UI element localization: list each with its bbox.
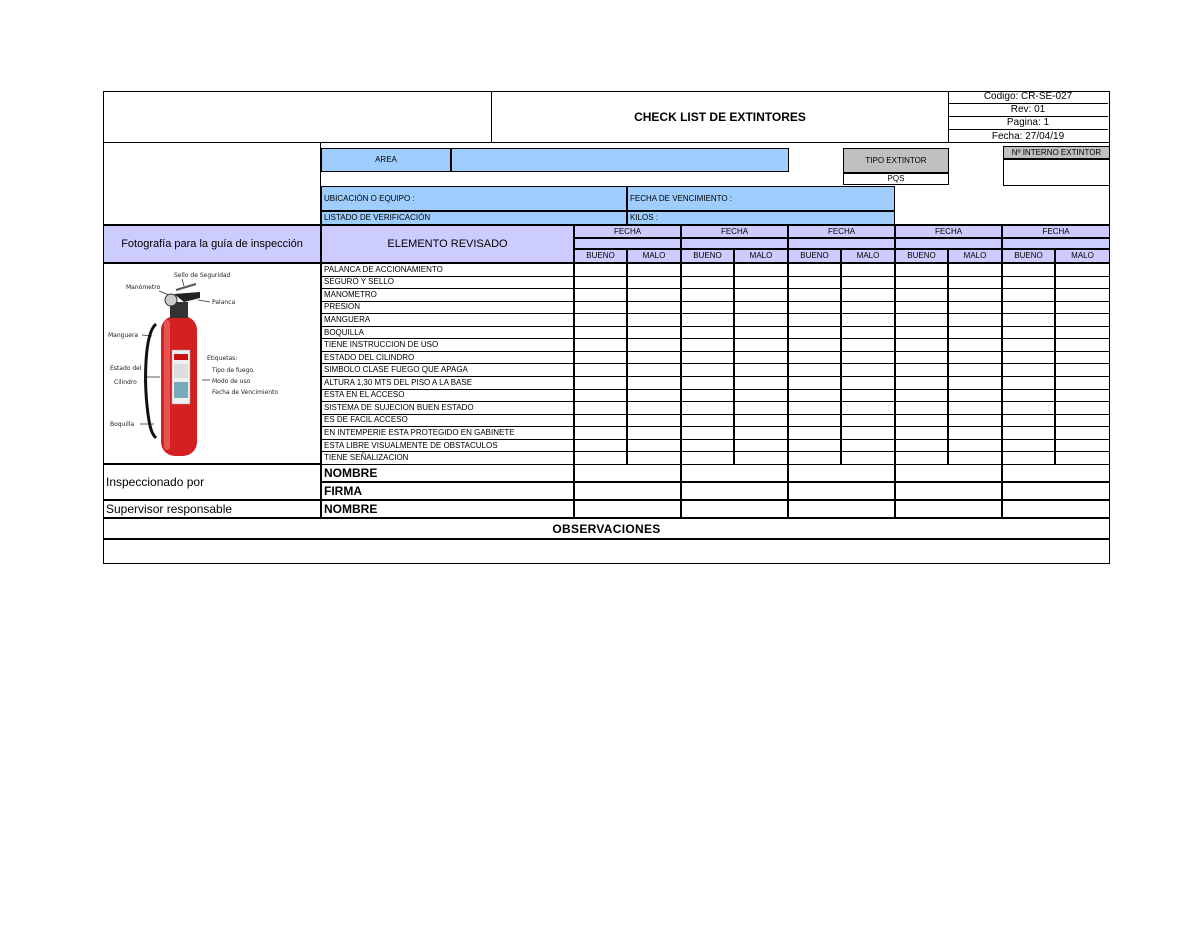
check-cell-bueno[interactable]: [895, 389, 948, 403]
check-cell-malo[interactable]: [734, 389, 788, 403]
check-cell-bueno[interactable]: [788, 301, 841, 315]
label-manometro: Manómetro: [126, 284, 161, 291]
check-cell-bueno[interactable]: [788, 263, 841, 277]
fecha-input-4[interactable]: [895, 238, 1002, 249]
signature-cell[interactable]: [895, 464, 1002, 482]
check-cell-bueno[interactable]: [681, 414, 734, 428]
signature-cell[interactable]: [574, 500, 681, 518]
label-fecha-venc: Fecha de Vencimiento: [212, 389, 279, 396]
signature-cell[interactable]: [1002, 464, 1110, 482]
check-cell-malo[interactable]: [734, 451, 788, 465]
check-cell-malo[interactable]: [734, 401, 788, 415]
check-cell-bueno[interactable]: [681, 439, 734, 453]
check-cell-malo[interactable]: [1055, 288, 1110, 302]
check-cell-bueno[interactable]: [574, 426, 627, 440]
check-cell-bueno[interactable]: [1002, 276, 1055, 290]
label-modo-uso: Modo de uso: [212, 378, 251, 385]
check-cell-malo[interactable]: [1055, 426, 1110, 440]
check-cell-bueno[interactable]: [895, 426, 948, 440]
signature-cell[interactable]: [681, 464, 788, 482]
check-cell-malo[interactable]: [1055, 263, 1110, 277]
check-cell-bueno[interactable]: [1002, 426, 1055, 440]
check-cell-malo[interactable]: [948, 351, 1002, 365]
check-cell-malo[interactable]: [734, 313, 788, 327]
check-cell-malo[interactable]: [841, 389, 895, 403]
check-cell-malo[interactable]: [734, 326, 788, 340]
check-cell-bueno[interactable]: [681, 401, 734, 415]
signature-cell[interactable]: [574, 482, 681, 500]
check-cell-malo[interactable]: [841, 426, 895, 440]
check-cell-malo[interactable]: [948, 263, 1002, 277]
check-cell-malo[interactable]: [841, 401, 895, 415]
check-cell-bueno[interactable]: [895, 326, 948, 340]
check-cell-bueno[interactable]: [681, 276, 734, 290]
element-header: ELEMENTO REVISADO: [321, 225, 574, 263]
check-cell-malo[interactable]: [1055, 326, 1110, 340]
item-label: EN INTEMPERIE ESTA PROTEGIDO EN GABINETE: [321, 426, 574, 440]
malo-header-1: MALO: [627, 249, 681, 263]
check-cell-bueno[interactable]: [788, 389, 841, 403]
fecha-header-2: FECHA: [681, 225, 788, 238]
kilos-field[interactable]: KILOS :: [627, 211, 895, 225]
check-cell-bueno[interactable]: [1002, 326, 1055, 340]
check-cell-malo[interactable]: [948, 313, 1002, 327]
check-cell-bueno[interactable]: [681, 351, 734, 365]
check-cell-malo[interactable]: [627, 301, 681, 315]
check-cell-malo[interactable]: [948, 376, 1002, 390]
check-cell-bueno[interactable]: [574, 414, 627, 428]
supervisor-label: Supervisor responsable: [103, 500, 321, 518]
check-cell-malo[interactable]: [734, 301, 788, 315]
check-cell-bueno[interactable]: [895, 351, 948, 365]
label-tipo-fuego: Tipo de fuego.: [212, 367, 255, 374]
check-cell-malo[interactable]: [734, 426, 788, 440]
check-cell-bueno[interactable]: [574, 263, 627, 277]
check-cell-malo[interactable]: [627, 338, 681, 352]
check-cell-bueno[interactable]: [895, 313, 948, 327]
check-cell-malo[interactable]: [627, 389, 681, 403]
page-title: CHECK LIST DE EXTINTORES: [491, 91, 949, 143]
check-cell-bueno[interactable]: [895, 414, 948, 428]
check-cell-malo[interactable]: [1055, 363, 1110, 377]
extinguisher-diagram: [104, 264, 320, 463]
check-cell-bueno[interactable]: [788, 451, 841, 465]
fecha-header-5: FECHA: [1002, 225, 1110, 238]
label-manguera: Manguera: [108, 332, 139, 339]
check-cell-bueno[interactable]: [574, 363, 627, 377]
check-cell-bueno[interactable]: [681, 376, 734, 390]
check-cell-bueno[interactable]: [1002, 363, 1055, 377]
check-cell-bueno[interactable]: [895, 376, 948, 390]
item-label: MANGUERA: [321, 313, 574, 327]
supervisor-nombre-label: NOMBRE: [321, 500, 574, 518]
check-cell-bueno[interactable]: [574, 301, 627, 315]
signature-cell[interactable]: [895, 482, 1002, 500]
check-cell-bueno[interactable]: [788, 351, 841, 365]
check-cell-malo[interactable]: [841, 301, 895, 315]
item-label: ES DE FACIL ACCESO: [321, 414, 574, 428]
signature-cell[interactable]: [895, 500, 1002, 518]
bueno-header-2: BUENO: [681, 249, 734, 263]
item-label: SIMBOLO CLASE FUEGO QUE APAGA: [321, 363, 574, 377]
item-label: ESTADO DEL CILINDRO: [321, 351, 574, 365]
check-cell-bueno[interactable]: [788, 363, 841, 377]
check-cell-bueno[interactable]: [574, 288, 627, 302]
check-cell-malo[interactable]: [948, 363, 1002, 377]
check-cell-bueno[interactable]: [1002, 401, 1055, 415]
check-cell-malo[interactable]: [841, 288, 895, 302]
signature-cell[interactable]: [1002, 500, 1110, 518]
check-cell-malo[interactable]: [1055, 276, 1110, 290]
check-cell-bueno[interactable]: [681, 313, 734, 327]
check-cell-malo[interactable]: [841, 363, 895, 377]
item-label: ESTA LIBRE VISUALMENTE DE OBSTACULOS: [321, 439, 574, 453]
label-palanca: Palanca: [212, 299, 236, 306]
item-label: BOQUILLA: [321, 326, 574, 340]
check-cell-bueno[interactable]: [681, 263, 734, 277]
check-cell-bueno[interactable]: [1002, 389, 1055, 403]
check-cell-malo[interactable]: [841, 313, 895, 327]
check-cell-malo[interactable]: [841, 439, 895, 453]
check-cell-malo[interactable]: [948, 401, 1002, 415]
check-cell-malo[interactable]: [841, 276, 895, 290]
firma-label: FIRMA: [321, 482, 574, 500]
photo-cell: [103, 263, 321, 464]
malo-header-2: MALO: [734, 249, 788, 263]
signature-cell[interactable]: [788, 464, 895, 482]
check-cell-malo[interactable]: [627, 414, 681, 428]
check-cell-bueno[interactable]: [1002, 414, 1055, 428]
check-cell-bueno[interactable]: [788, 326, 841, 340]
tipo-extintor-label: TIPO EXTINTOR: [843, 148, 949, 173]
check-cell-bueno[interactable]: [681, 288, 734, 302]
tipo-extintor-value[interactable]: PQS: [843, 173, 949, 185]
check-cell-bueno[interactable]: [788, 414, 841, 428]
item-label: ALTURA 1,30 MTS DEL PISO A LA BASE: [321, 376, 574, 390]
check-cell-malo[interactable]: [948, 451, 1002, 465]
check-cell-bueno[interactable]: [681, 426, 734, 440]
check-cell-bueno[interactable]: [788, 276, 841, 290]
check-cell-malo[interactable]: [627, 313, 681, 327]
check-cell-malo[interactable]: [627, 376, 681, 390]
malo-header-3: MALO: [841, 249, 895, 263]
check-cell-bueno[interactable]: [574, 451, 627, 465]
check-cell-malo[interactable]: [734, 288, 788, 302]
item-label: TIENE INSTRUCCION DE USO: [321, 338, 574, 352]
fecha-input-3[interactable]: [788, 238, 895, 249]
check-cell-bueno[interactable]: [574, 313, 627, 327]
check-cell-malo[interactable]: [627, 351, 681, 365]
check-cell-bueno[interactable]: [895, 451, 948, 465]
fecha-input-1[interactable]: [574, 238, 681, 249]
check-cell-malo[interactable]: [841, 351, 895, 365]
check-cell-bueno[interactable]: [1002, 376, 1055, 390]
check-cell-malo[interactable]: [948, 389, 1002, 403]
fecha-vencimiento-field[interactable]: FECHA DE VENCIMIENTO :: [627, 186, 895, 211]
bueno-header-1: BUENO: [574, 249, 627, 263]
check-cell-malo[interactable]: [841, 376, 895, 390]
check-cell-malo[interactable]: [1055, 439, 1110, 453]
check-cell-bueno[interactable]: [681, 363, 734, 377]
check-cell-bueno[interactable]: [788, 376, 841, 390]
check-cell-malo[interactable]: [948, 338, 1002, 352]
observaciones-field[interactable]: [103, 539, 1110, 564]
check-cell-malo[interactable]: [1055, 376, 1110, 390]
check-cell-malo[interactable]: [948, 439, 1002, 453]
check-cell-bueno[interactable]: [574, 276, 627, 290]
signature-cell[interactable]: [1002, 482, 1110, 500]
check-cell-malo[interactable]: [627, 326, 681, 340]
signature-cell[interactable]: [574, 464, 681, 482]
doc-rev: Rev: 01: [948, 104, 1108, 117]
check-cell-malo[interactable]: [1055, 414, 1110, 428]
label-boquilla: Boquilla: [110, 421, 135, 428]
area-field[interactable]: [451, 148, 789, 172]
bueno-header-5: BUENO: [1002, 249, 1055, 263]
check-cell-malo[interactable]: [1055, 351, 1110, 365]
check-cell-bueno[interactable]: [574, 401, 627, 415]
check-cell-malo[interactable]: [1055, 401, 1110, 415]
nombre-label: NOMBRE: [321, 464, 574, 482]
photo-header: Fotografía para la guía de inspección: [103, 225, 321, 263]
check-cell-malo[interactable]: [841, 338, 895, 352]
check-cell-malo[interactable]: [948, 276, 1002, 290]
item-label: TIENE SEÑALIZACION: [321, 451, 574, 465]
check-cell-malo[interactable]: [627, 401, 681, 415]
check-cell-malo[interactable]: [948, 326, 1002, 340]
bueno-header-3: BUENO: [788, 249, 841, 263]
check-cell-bueno[interactable]: [1002, 301, 1055, 315]
check-cell-bueno[interactable]: [895, 263, 948, 277]
fecha-input-5[interactable]: [1002, 238, 1110, 249]
check-cell-bueno[interactable]: [681, 451, 734, 465]
check-cell-bueno[interactable]: [681, 301, 734, 315]
fecha-header-3: FECHA: [788, 225, 895, 238]
check-cell-bueno[interactable]: [788, 313, 841, 327]
signature-cell[interactable]: [788, 500, 895, 518]
item-label: PALANCA DE ACCIONAMIENTO: [321, 263, 574, 277]
interno-label: Nº INTERNO EXTINTOR: [1003, 146, 1110, 159]
listado-verificacion-label: LISTADO DE VERIFICACIÓN: [321, 211, 627, 225]
check-cell-bueno[interactable]: [574, 439, 627, 453]
check-cell-bueno[interactable]: [895, 301, 948, 315]
check-cell-malo[interactable]: [841, 263, 895, 277]
doc-page: Pagina: 1: [948, 117, 1108, 130]
check-cell-malo[interactable]: [627, 439, 681, 453]
check-cell-bueno[interactable]: [574, 338, 627, 352]
check-cell-malo[interactable]: [627, 263, 681, 277]
check-cell-malo[interactable]: [627, 288, 681, 302]
check-cell-bueno[interactable]: [788, 439, 841, 453]
check-cell-malo[interactable]: [734, 338, 788, 352]
logo-cell: [103, 91, 492, 143]
check-cell-bueno[interactable]: [895, 363, 948, 377]
check-cell-bueno[interactable]: [1002, 439, 1055, 453]
check-cell-malo[interactable]: [734, 414, 788, 428]
malo-header-4: MALO: [948, 249, 1002, 263]
fecha-header-1: FECHA: [574, 225, 681, 238]
check-cell-bueno[interactable]: [1002, 451, 1055, 465]
check-cell-malo[interactable]: [948, 426, 1002, 440]
area-label: AREA: [321, 148, 451, 172]
check-cell-malo[interactable]: [627, 276, 681, 290]
check-cell-bueno[interactable]: [681, 326, 734, 340]
ubicacion-field[interactable]: UBICACIÓN O EQUIPO :: [321, 186, 627, 211]
malo-header-5: MALO: [1055, 249, 1110, 263]
check-cell-bueno[interactable]: [574, 376, 627, 390]
item-label: ESTA EN EL ACCESO: [321, 389, 574, 403]
label-cilindro: Cilindro: [114, 379, 137, 386]
check-cell-malo[interactable]: [734, 276, 788, 290]
check-cell-bueno[interactable]: [788, 338, 841, 352]
check-cell-bueno[interactable]: [1002, 288, 1055, 302]
inspeccionado-label: Inspeccionado por: [103, 464, 321, 500]
extinguisher-icon: [146, 284, 200, 456]
item-label: SEGURO Y SELLO: [321, 276, 574, 290]
check-cell-bueno[interactable]: [574, 326, 627, 340]
check-cell-malo[interactable]: [734, 263, 788, 277]
label-estado: Estado del: [110, 365, 142, 372]
check-cell-bueno[interactable]: [1002, 313, 1055, 327]
check-cell-malo[interactable]: [841, 451, 895, 465]
check-cell-malo[interactable]: [627, 426, 681, 440]
check-cell-malo[interactable]: [734, 376, 788, 390]
check-cell-malo[interactable]: [734, 351, 788, 365]
check-cell-malo[interactable]: [948, 301, 1002, 315]
check-cell-bueno[interactable]: [1002, 338, 1055, 352]
check-cell-malo[interactable]: [734, 439, 788, 453]
check-cell-bueno[interactable]: [895, 401, 948, 415]
check-cell-bueno[interactable]: [681, 389, 734, 403]
check-cell-malo[interactable]: [1055, 301, 1110, 315]
check-cell-malo[interactable]: [627, 363, 681, 377]
interno-field[interactable]: [1003, 159, 1110, 186]
check-cell-bueno[interactable]: [895, 276, 948, 290]
item-label: MANOMETRO: [321, 288, 574, 302]
signature-cell[interactable]: [681, 482, 788, 500]
check-cell-malo[interactable]: [1055, 313, 1110, 327]
item-label: PRESION: [321, 301, 574, 315]
check-cell-bueno[interactable]: [788, 401, 841, 415]
check-cell-malo[interactable]: [841, 326, 895, 340]
label-etiquetas: Etiquetas:: [207, 355, 238, 362]
fecha-input-2[interactable]: [681, 238, 788, 249]
observaciones-header: OBSERVACIONES: [103, 518, 1110, 539]
check-cell-bueno[interactable]: [1002, 351, 1055, 365]
item-label: SISTEMA DE SUJECION BUEN ESTADO: [321, 401, 574, 415]
label-sello: Sello de Seguridad: [174, 272, 231, 279]
check-cell-malo[interactable]: [734, 363, 788, 377]
signature-cell[interactable]: [681, 500, 788, 518]
check-cell-bueno[interactable]: [895, 288, 948, 302]
signature-cell[interactable]: [788, 482, 895, 500]
doc-date: Fecha: 27/04/19: [991, 130, 1065, 142]
doc-code: Codigo: CR-SE-027: [948, 91, 1108, 104]
check-cell-bueno[interactable]: [574, 351, 627, 365]
check-cell-bueno[interactable]: [574, 389, 627, 403]
check-cell-malo[interactable]: [841, 414, 895, 428]
bueno-header-4: BUENO: [895, 249, 948, 263]
check-cell-malo[interactable]: [1055, 389, 1110, 403]
check-cell-malo[interactable]: [627, 451, 681, 465]
check-cell-bueno[interactable]: [895, 439, 948, 453]
check-cell-malo[interactable]: [1055, 338, 1110, 352]
check-cell-bueno[interactable]: [895, 338, 948, 352]
check-cell-bueno[interactable]: [788, 426, 841, 440]
check-cell-malo[interactable]: [948, 288, 1002, 302]
check-cell-bueno[interactable]: [788, 288, 841, 302]
check-cell-malo[interactable]: [948, 414, 1002, 428]
check-cell-malo[interactable]: [1055, 451, 1110, 465]
fecha-header-4: FECHA: [895, 225, 1002, 238]
check-cell-bueno[interactable]: [681, 338, 734, 352]
check-cell-bueno[interactable]: [1002, 263, 1055, 277]
